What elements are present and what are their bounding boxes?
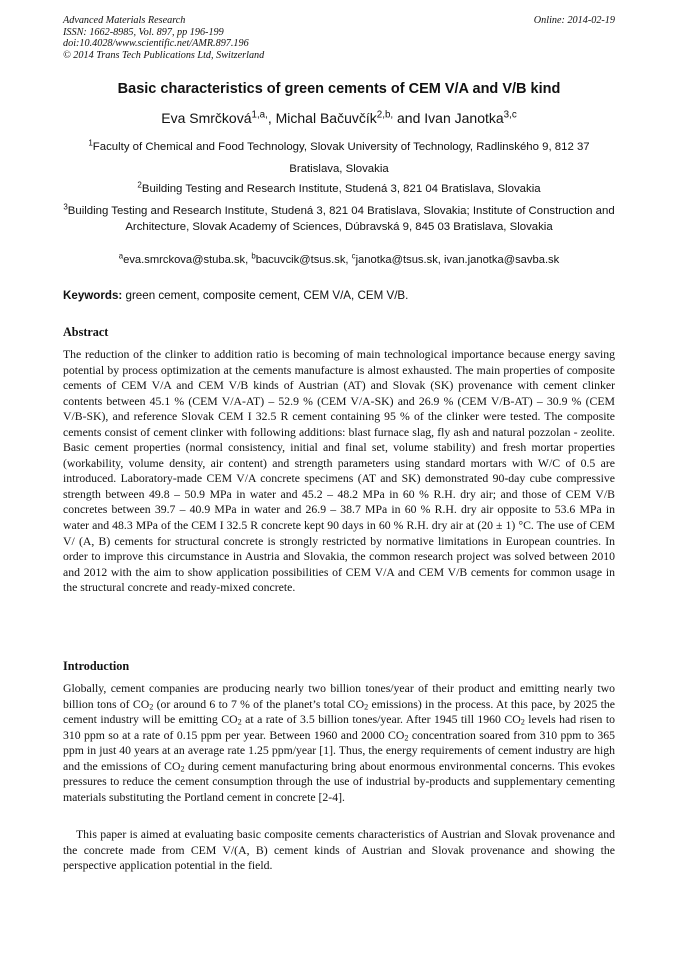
text-run: This paper is aimed at evaluating basic composite cements characteristics of Austrian and Slovak provenance and the concrete made from CEM V/(A, B) cement kinds of Austrian and Slovak provenance and showing the perspective application potential in the field. [63, 828, 615, 873]
affiliation-marker: 2 [137, 180, 142, 190]
email-line [63, 253, 615, 267]
keywords-text: green cement, composite cement, CEM V/A, CEM V/B. [122, 289, 409, 302]
subscript: 2 [180, 764, 185, 774]
issn-line: ISSN: 1662-8985, Vol. 897, pp 196-199 [63, 26, 224, 38]
author-superscript: 2,b, [376, 109, 394, 121]
keywords [63, 289, 615, 303]
email-marker: b [251, 251, 256, 261]
abstract-paragraph [63, 347, 615, 596]
email-link: bacuvcik@tsus.sk, [255, 254, 352, 266]
email-marker: a [118, 251, 124, 261]
affiliation-marker: 3 [63, 202, 68, 212]
text-run: (or around 6 to 7 % of the planet’s total CO [153, 697, 365, 711]
affiliation-text: Faculty of Chemical and Food Technology, Slovak University of Technology, Radlinského 9, 812 37 Bratislava, Slovakia [92, 141, 590, 175]
affiliation-1 [63, 136, 615, 180]
email-link: janotka@tsus.sk, ivan.janotka@savba.sk [355, 254, 560, 266]
subscript: 2 [364, 702, 369, 712]
journal-header [63, 15, 615, 61]
author-superscript: 1,a, [251, 109, 268, 121]
author-separator: , [267, 110, 276, 126]
subscript: 2 [404, 733, 409, 743]
subscript: 2 [520, 717, 525, 727]
journal-name: Advanced Materials Research [63, 15, 186, 26]
introduction-paragraph-2 [63, 827, 615, 874]
subscript: 2 [237, 717, 242, 727]
text-run: Globally, cement companies are producing nearly two billion tones/year of their product and emitting nearly two billion tons of CO [63, 682, 615, 711]
copyright-line: © 2014 Trans Tech Publications Ltd, Switzerland [63, 49, 265, 61]
affiliation-3 [63, 203, 615, 235]
text-run: levels had risen to 310 ppm so at a rate of 0.15 ppm per year. Between 1960 and 2000 CO [63, 713, 616, 742]
affiliation-marker: 1 [88, 138, 93, 148]
email-link: eva.smrckova@stuba.sk, [123, 254, 252, 266]
doi-line: doi:10.4028/www.scientific.net/AMR.897.196 [63, 38, 249, 49]
text-run: concentration soared from 310 ppm to 365 ppm in just 40 years at an average rate 1.25 ppm/year [1]. Thus, the energy requirements of cement industry are high and the emissions of CO [63, 728, 615, 773]
email-marker: c [351, 251, 356, 261]
text-run: at a rate of 3.5 billion tones/year. After 1945 till 1960 CO [241, 713, 521, 727]
introduction-heading: Introduction [63, 659, 130, 673]
author-name: Ivan Janotka [424, 110, 504, 126]
author-name: Eva Smrčková [161, 110, 252, 126]
keywords-label: Keywords: [63, 289, 123, 302]
affiliation-2 [63, 181, 615, 197]
paper-title: Basic characteristics of green cements of CEM V/A and V/B kind [117, 81, 561, 97]
text-run: The reduction of the clinker to addition ratio is becoming of main technological importance because energy saving potential by process optimization at the cements manufacture is almost exhausted. The main properties of composite cements of CEM V/A and CEM V/B kinds of Austrian (AT) and Slovak (SK) provenance with cement clinker contents between 45.1 % (CEM V/A-AT) – 52.9 % (CEM V/A-SK) and 26.9 % (CEM V/B-AT) – 30.9 % (CEM V/B-SK), and reference Slovak CEM I 32.5 R cement containing 95 % of the clinker were tested. The composite cements consist of cement clinker with following additions: blast furnace slag, fly ash and natural pozzolan - zeolite. Basic cement properties (normal consistency, initial and final set, volume stability) and fresh mortar properties (workability, volume density, air content) and strength parameters using standard mortars with W/C of 0.5 are introduced. Laboratory-made CEM V/A concrete specimens (AT and SK) demonstrated 90-day cube compressive strength between 49.8 – 50.9 MPa in water and 45.2 – 48.2 MPa in 60 % R.H. dry air; and those of CEM V/B concretes between 39.7 – 40.9 MPa in water and 26.9 – 38.7 MPa in 60 % R.H. dry air opposite to 53.6 MPa in water and 48.3 MPa of the CEM I 32.5 R concrete kept 90 days in 60 % R.H. dry air at (20 ± 1) °C. The use of CEM V/ (A, B) cements for structural concrete is strongly restricted by normative limitations in European countries. In order to improve this circumstance in Austria and Slovakia, the common research project was solved between 2010 and 2012 with the aim to show application possibilities of CEM V/A and CEM V/B cements for common usage in the structural concrete and ready-mixed concrete. [63, 348, 615, 595]
author-line [63, 109, 615, 127]
online-date: Online: 2014-02-19 [533, 15, 615, 26]
subscript: 2 [149, 702, 154, 712]
affiliation-text: Building Testing and Research Institute, Studená 3, 821 04 Bratislava, Slovakia; Institute of Construction and Architecture, Slovak Academy of Sciences, Dúbravská 9, 845 03 Bratislava, Slovakia [67, 205, 615, 233]
text-run: during cement manufacturing bring about enormous environmental concerns. This evokes pressures to reduce the cement consumption through the use of industrial by-products and supplementary cementing materials substituting the Portland cement in concrete [2-4]. [63, 759, 615, 804]
affiliation-text: Building Testing and Research Institute, Studená 3, 821 04 Bratislava, Slovakia [141, 183, 541, 195]
author-name: Michal Bačuvčík [275, 110, 377, 126]
abstract-heading: Abstract [63, 325, 109, 339]
author-superscript: 3,c [503, 109, 517, 121]
introduction-paragraph-1 [63, 681, 615, 805]
text-run: emissions) in the process. At this pace, by 2025 the cement industry will be emitting CO [63, 697, 615, 727]
author-separator: and [393, 110, 425, 126]
